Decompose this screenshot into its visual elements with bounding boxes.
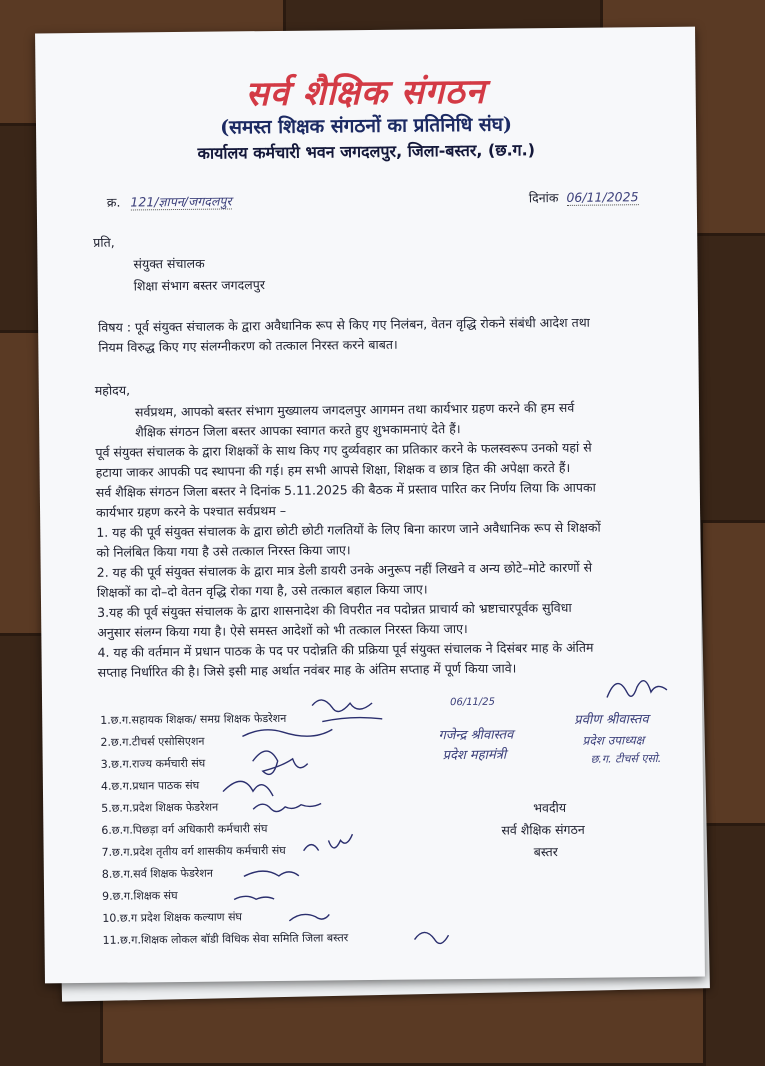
recipient-designation: संयुक्त संचालक [133,255,205,272]
body-line: शिक्षकों का दो–दो वेतन वृद्धि रोका गया है, उसे तत्काल बहाल किया जाए। [96,581,428,600]
organization-item: 1.छ.ग.सहायक शिक्षक/ समग्र शिक्षक फेडरेशन [100,711,287,727]
recipient-to: प्रति, [93,234,115,250]
body-line: कार्यभार ग्रहण करने के पश्चात सर्वप्रथम – [95,502,287,520]
organization-item: 4.छ.ग.प्रधान पाठक संघ [100,778,200,793]
handwritten-org-2: छ.ग. टीचर्स एसो. [590,751,662,766]
signature-mark [253,751,308,775]
signature-mark [414,932,448,944]
body-line: पूर्व संयुक्त संचालक के द्वारा शिक्षकों के साथ किए गए दुर्व्यवहार का प्रतिकार करने के फलस्वरूप उनको यहां से [95,439,592,460]
body-line: 4. यह की वर्तमान में प्रधान पाठक के पद पर पदोन्नति की प्रक्रिया पूर्व संयुक्त संचालक ने दिसंबर माह के अंतिम [97,639,594,660]
subject-line-2: नियम विरुद्ध किए गए संलग्नीकरण को तत्काल निरस्त करने बाबत। [98,336,398,355]
organization-item: 5.छ.ग.प्रदेश शिक्षक फेडरेशन [101,800,219,815]
letterhead-title: सर्व शैक्षिक संगठन [245,71,486,115]
closing-yours: भवदीय [533,799,567,816]
reference-line [107,191,232,212]
organization-item: 2.छ.ग.टीचर्स एसोसिएशन [100,734,205,749]
organization-item: 8.छ.ग.सर्व शिक्षक फेडरेशन [101,866,213,881]
body-line: अनुसार संलग्न किया गया है। ऐसे समस्त आदेशों को भी तत्काल निरस्त किया जाए। [97,620,468,640]
subject-line-1: : पूर्व संयुक्त संचालक के द्वारा अवैधानिक रूप से किए गए निलंबन, वेतन वृद्धि रोकने संबंधी आदेश तथा [126,314,590,335]
letterhead-address: कार्यालय कर्मचारी भवन जगदलपुर, जिला-बस्तर, (छ.ग.) [197,140,536,163]
body-line: सर्वप्रथम, आपको बस्तर संभाग मुख्यालय जगदलपुर आगमन तथा कार्यभार ग्रहण करने की हम सर्व [134,399,575,420]
date-value: 06/11/2025 [566,189,639,205]
body-line: 2. यह की पूर्व संयुक्त संचालक के द्वारा मात्र डेली डायरी उनके अनुरूप नहीं लिखने व अन्य छोटे–मोटे कारणों से [96,559,593,580]
body-line: को निलंबित किया गया है उसे तत्काल निरस्त किया जाए। [96,542,351,560]
signature-mark [607,680,667,697]
body-line: 3.यह की पूर्व संयुक्त संचालक के द्वारा शासनादेश की विपरीत नव पदोन्नत प्राचार्य को भ्रष्टाचारपूर्वक सुविधा [97,599,572,620]
body-line: शैक्षिक संगठन जिला बस्तर आपका स्वागत करते हुए शुभकामनाएं देते हैं। [135,421,461,440]
reference-label: क्र. [106,194,121,210]
body-line: सर्व शैक्षिक संगठन जिला बस्तर ने दिनांक 5.11.2025 की बैठक में प्रस्ताव पारित कर निर्णय लिया कि आपका [95,479,596,500]
organization-item: 10.छ.ग प्रदेश शिक्षक कल्याण संघ [102,910,243,925]
organization-item: 3.छ.ग.राज्य कर्मचारी संघ [100,756,206,771]
closing-org: सर्व शैक्षिक संगठन [501,821,585,838]
handwritten-name-1: गजेन्द्र श्रीवास्तव [438,727,514,744]
handwritten-date: 06/11/25 [450,696,496,709]
subject-label: विषय [98,319,123,335]
signature-mark [244,871,299,877]
handwritten-name-2: प्रवीण श्रीवास्तव [574,712,649,728]
reference-number: 121/ज्ञापन/जगदलपुर [130,193,232,210]
signature-mark [223,781,273,797]
subject-block [98,312,678,358]
signature-mark [289,914,329,921]
organization-item: 9.छ.ग.शिक्षक संघ [102,889,178,903]
table-surface [700,520,765,826]
signature-mark [234,896,274,899]
body-line: हटाया जाकर आपकी पद स्थापना की गई। हम सभी आपसे शिक्षा, शिक्षक व छात्र हित की अपेक्षा करते हैं। [95,459,571,480]
recipient-office: शिक्षा संभाग बस्तर जगदलपुर [133,277,266,294]
signature-mark [242,729,332,737]
letter-body [95,397,688,683]
letter-page [35,27,705,984]
handwritten-role-2: प्रदेश उपाध्यक्ष [582,733,645,748]
date-line [529,187,639,208]
signature-mark [253,804,321,812]
letterhead-subtitle: (समस्त शिक्षक संगठनों का प्रतिनिधि संघ) [220,113,513,139]
signature-mark [312,699,382,721]
organization-item: 7.छ.ग.प्रदेश तृतीय वर्ग शासकीय कर्मचारी संघ [101,843,286,859]
organization-item: 11.छ.ग.शिक्षक लोकल बॉडी विधिक सेवा समिति जिला बस्तर [102,931,349,947]
date-label: दिनांक [528,190,559,206]
handwritten-role-1: प्रदेश महामंत्री [442,747,507,764]
body-line: सप्ताह निर्धारित की है। जिसे इसी माह अर्थात नवंबर माह के अंतिम सप्ताह में पूर्ण किया जावे। [97,660,517,680]
body-line: 1. यह की पूर्व संयुक्त संचालक के द्वारा छोटी छोटी गलतियों के लिए बिना कारण जाने अवैधानिक रूप से शिक्षकों [96,519,601,540]
signatures-drawing [192,689,455,962]
organization-item: 6.छ.ग.पिछड़ा वर्ग अधिकारी कर्मचारी संघ [101,822,268,837]
closing-place: बस्तर [533,844,558,860]
signature-mark [303,834,352,851]
signature-drawing-2 [602,672,672,713]
salutation: महोदय, [94,382,131,398]
